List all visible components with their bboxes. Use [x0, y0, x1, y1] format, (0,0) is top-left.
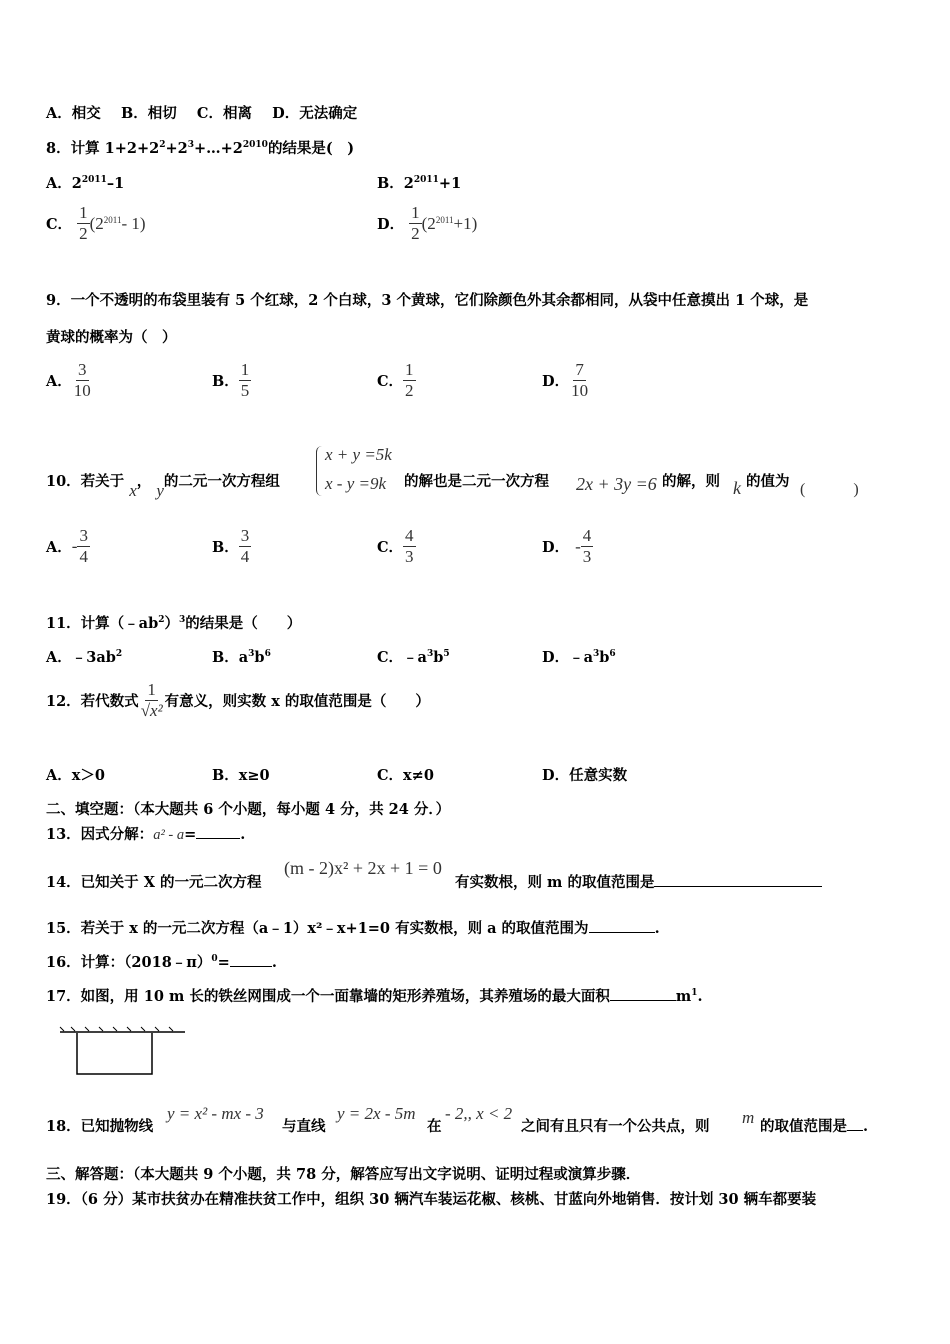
q18-var-m: m [742, 1108, 755, 1127]
q8-option-d-fraction: $\frac{1}{2}$ [411, 203, 420, 243]
q7-options [46, 102, 357, 123]
q18-line: y = 2x - 5m [337, 1104, 416, 1123]
q11-option-d: D．$﹣a^3b^6$ [542, 649, 616, 666]
q18-cont2: 在 [427, 1118, 442, 1135]
section-3-heading: 三、解答题：（本大题共 9 个小题，共 78 分，解答应写出文字说明、证明过程或演算步骤． [46, 1166, 641, 1183]
q9-option-d: D． $\frac{7}{10}$ [542, 360, 589, 400]
q18-cont4: 的取值范围是 . [760, 1118, 869, 1135]
q8-option-c-fraction: $\frac{1}{2}$ [79, 203, 88, 243]
q12-option-a: A．x＞0 [46, 767, 105, 784]
q11-option-a: A．$﹣3ab^2$ [46, 649, 123, 666]
q10-option-b: B． $\frac{3}{4}$ [212, 526, 250, 566]
q11-option-b: B．$a^3b^6$ [212, 649, 271, 666]
q11-option-c: C．$﹣a^3b^5$ [377, 649, 450, 666]
q17-answer-blank[interactable] [610, 1000, 676, 1001]
q18: 18．已知抛物线 [46, 1118, 154, 1135]
q9-stem-line2: 黄球的概率为（ ） [46, 329, 177, 346]
q9-option-a: A． $\frac{3}{10}$ [46, 360, 91, 400]
q8-stem: 8．计算 $1+2+2^2+2^3+\dots+2^{2010}$的结果是( ) [46, 140, 355, 157]
q18-cont1: 与直线 [282, 1118, 326, 1135]
q18-interval: - 2,, x < 2 [445, 1104, 513, 1123]
q12-fraction: $\frac{1}{\text{√x²}}$ [140, 680, 163, 720]
q10-stem-end: 的解，则 [662, 473, 720, 490]
q18-cont3: 之间有且只有一个公共点，则 [521, 1118, 710, 1135]
q10-equation-2: x - y =9k [325, 474, 387, 493]
q7-option-c: C．相离 [196, 105, 252, 122]
q12-option-d: D．任意实数 [542, 767, 628, 784]
section-2-heading: 二、填空题：（本大题共 6 个小题，每小题 4 分，共 24 分．） [46, 801, 451, 818]
q15-answer-blank[interactable] [589, 932, 655, 933]
q10-var-k: k [733, 478, 741, 498]
q10-paren: ( ) [800, 481, 859, 498]
q19-stem: 19．（6 分）某市扶贫办在精准扶贫工作中，组织 30 辆汽车装运花椒、核桃、甘蓝向外地销售．按计划 30 辆车都要装 [46, 1191, 817, 1208]
q10-stem: 10．若关于 x， y的二元一次方程组 [46, 473, 280, 500]
q7-option-b: B．相切 [120, 105, 177, 122]
q14-cont: 有实数根，则 m 的取值范围是 [455, 871, 822, 892]
q12-option-b: B．x≥0 [212, 767, 270, 784]
q11-stem: 11．计算$(﹣ab^2)^3$的结果是（ ） [46, 615, 302, 632]
wall-hatching [60, 1027, 173, 1031]
q12-option-c: C．x≠0 [377, 767, 434, 784]
q13: 13．因式分解：a² - a= . [46, 826, 246, 843]
q14-equation: (m - 2)x² + 2x + 1 = 0 [284, 858, 442, 878]
q15: 15．若关于 x 的一元二次方程（a﹣1）x²﹣x+1=0 有实数根，则 a 的取值范围为 . [46, 920, 660, 937]
q9-stem-line1: 9．一个不透明的布袋里装有 5 个红球，2 个白球，3 个黄球，它们除颜色外其余都相同，从袋中任意摸出 1 个球，是 [46, 292, 809, 309]
q7-option-a: A．相交 [46, 105, 101, 122]
q18-parabola: y = x² - mx - 3 [167, 1104, 264, 1123]
q10-option-c: C． $\frac{4}{3}$ [377, 526, 414, 566]
q14-answer-blank[interactable] [654, 886, 822, 887]
q10-system-brace [316, 446, 324, 496]
q7-option-d: D．无法确定 [272, 105, 358, 122]
q9-option-c: C． $\frac{1}{2}$ [377, 360, 414, 400]
q8-option-c: C． $\frac{1}{2}$ ($2^{2011}-$ 1) [46, 203, 146, 243]
q17: 17．如图，用 10 m 长的铁丝网围成一个一面靠墙的矩形养殖场，其养殖场的最大面积 $m^1$. [46, 988, 703, 1005]
q8-option-b: B．$2^{2011}+1$ [377, 175, 462, 192]
fence-rectangle [77, 1033, 152, 1074]
q9-option-b: B． $\frac{1}{5}$ [212, 360, 250, 400]
q10-equation-1: x + y =5k [325, 445, 392, 464]
q18-answer-blank[interactable] [847, 1130, 863, 1131]
q10-stem-tail: 的值为 [746, 473, 790, 490]
q8-option-d: D． $\frac{1}{2}$ $(2^{2011}+1)$ [377, 203, 478, 243]
q8-option-a: A．$2^{2011}-1$ [46, 175, 125, 192]
q10-stem-cont: 的解也是二元一次方程 [404, 473, 549, 490]
q10-option-a: A．- $\frac{3}{4}$ [46, 526, 88, 566]
q16: 16．计算：（2018﹣π）$^0$= . [46, 954, 277, 971]
q10-option-d: D． - $\frac{4}{3}$ [542, 526, 592, 566]
q10-equation-3: 2x + 3y =6 [576, 474, 657, 494]
q16-answer-blank[interactable] [230, 966, 272, 967]
q17-figure-wall-rectangle [55, 1022, 190, 1078]
q14: 14．已知关于 X 的一元二次方程 [46, 874, 262, 891]
q12-stem: 12．若代数式 $\frac{1}{\text{√x²}}$ 有意义，则实数 x 的取值范围是（ ） [46, 680, 430, 720]
q13-answer-blank[interactable] [196, 838, 240, 839]
